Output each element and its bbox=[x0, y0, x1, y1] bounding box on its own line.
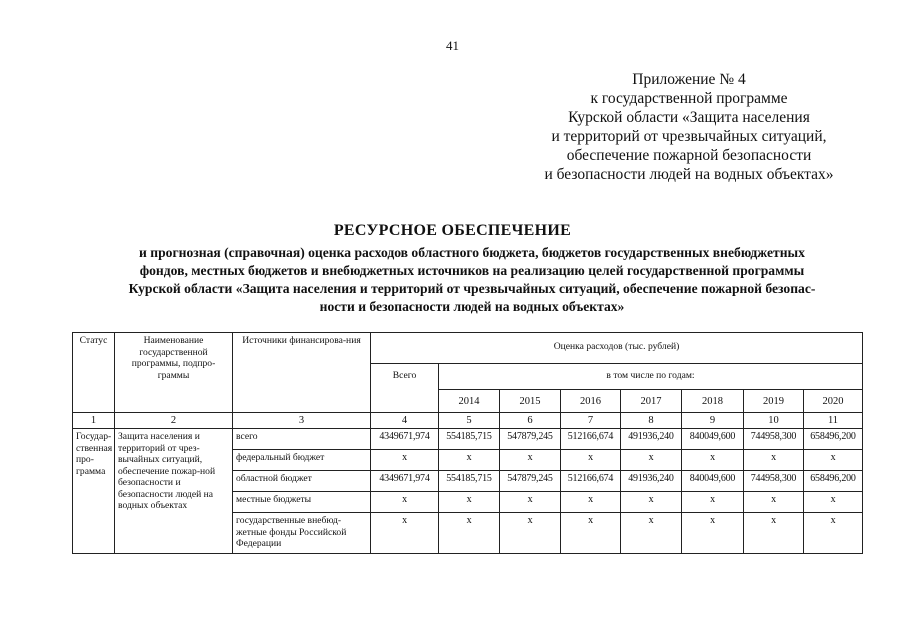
row-source: областной бюджет bbox=[233, 471, 371, 492]
row-value: х bbox=[804, 450, 863, 471]
row-value: х bbox=[561, 450, 621, 471]
row-total: х bbox=[371, 450, 439, 471]
column-number: 7 bbox=[561, 412, 621, 429]
row-value: 512166,674 bbox=[561, 429, 621, 450]
header-total: Всего bbox=[371, 363, 439, 412]
row-source: государственные внебюд-жетные фонды Российской Федерации bbox=[233, 513, 371, 554]
row-source: местные бюджеты bbox=[233, 492, 371, 513]
column-number: 2 bbox=[115, 412, 233, 429]
subtitle-line: Курской области «Защита населения и территорий от чрезвычайных ситуаций, обеспечение пожарной безопас- bbox=[128, 281, 816, 296]
header-year: 2017 bbox=[621, 390, 682, 413]
header-program-name: Наименование государственной программы, подпро-граммы bbox=[115, 333, 233, 413]
header-year: 2014 bbox=[439, 390, 500, 413]
row-value: 547879,245 bbox=[500, 429, 561, 450]
appendix-line: к государственной программе bbox=[590, 90, 788, 107]
row-source: федеральный бюджет bbox=[233, 450, 371, 471]
row-value: 658496,200 bbox=[804, 471, 863, 492]
row-value: х bbox=[682, 492, 744, 513]
column-number: 10 bbox=[744, 412, 804, 429]
column-number: 5 bbox=[439, 412, 500, 429]
row-value: х bbox=[804, 492, 863, 513]
row-value: 491936,240 bbox=[621, 471, 682, 492]
page-number: 41 bbox=[446, 38, 459, 53]
row-value: 491936,240 bbox=[621, 429, 682, 450]
row-total: х bbox=[371, 513, 439, 554]
row-value: х bbox=[439, 513, 500, 554]
column-numbers-row bbox=[73, 412, 863, 429]
column-number: 11 bbox=[804, 412, 863, 429]
header-by-years: в том числе по годам: bbox=[439, 363, 863, 390]
header-year: 2015 bbox=[500, 390, 561, 413]
document-title: РЕСУРСНОЕ ОБЕСПЕЧЕНИЕ bbox=[333, 222, 572, 239]
row-source: всего bbox=[233, 429, 371, 450]
row-total: 4349671,974 bbox=[371, 429, 439, 450]
row-value: х bbox=[500, 492, 561, 513]
row-value: 658496,200 bbox=[804, 429, 863, 450]
appendix-line: Приложение № 4 bbox=[632, 71, 746, 88]
row-program-name: Защита населения и территорий от чрез-вычайных ситуаций, обеспечение пожар-ной безопасности и безопасности людей на водных объектах bbox=[115, 429, 233, 554]
column-number: 6 bbox=[500, 412, 561, 429]
header-year: 2019 bbox=[744, 390, 804, 413]
row-value: х bbox=[500, 450, 561, 471]
column-number: 8 bbox=[621, 412, 682, 429]
row-value: х bbox=[744, 492, 804, 513]
row-value: х bbox=[682, 450, 744, 471]
document-subtitle bbox=[92, 244, 852, 316]
row-value: х bbox=[500, 513, 561, 554]
row-value: х bbox=[804, 513, 863, 554]
header-sources: Источники финансирова-ния bbox=[233, 333, 371, 413]
header-status: Статус bbox=[73, 333, 115, 413]
appendix-note bbox=[529, 70, 849, 184]
column-number: 9 bbox=[682, 412, 744, 429]
row-value: х bbox=[744, 513, 804, 554]
subtitle-line: и прогнозная (справочная) оценка расходов областного бюджета, бюджетов государственных внебюджетных bbox=[139, 245, 805, 260]
row-value: х bbox=[561, 513, 621, 554]
row-value: х bbox=[682, 513, 744, 554]
header-year: 2016 bbox=[561, 390, 621, 413]
table-row bbox=[73, 429, 863, 450]
appendix-line: и территорий от чрезвычайных ситуаций, bbox=[551, 128, 827, 145]
row-value: 840049,600 bbox=[682, 471, 744, 492]
row-value: х bbox=[621, 450, 682, 471]
row-value: х bbox=[621, 513, 682, 554]
row-value: 744958,300 bbox=[744, 471, 804, 492]
column-number: 1 bbox=[73, 412, 115, 429]
header-row-1 bbox=[73, 333, 863, 364]
header-estimate: Оценка расходов (тыс. рублей) bbox=[371, 333, 863, 364]
column-number: 3 bbox=[233, 412, 371, 429]
row-value: 744958,300 bbox=[744, 429, 804, 450]
header-year: 2018 bbox=[682, 390, 744, 413]
row-value: х bbox=[439, 450, 500, 471]
subtitle-line: фондов, местных бюджетов и внебюджетных источников на реализацию целей государственной программы bbox=[139, 263, 805, 278]
row-value: 554185,715 bbox=[439, 429, 500, 450]
header-year: 2020 bbox=[804, 390, 863, 413]
row-value: 547879,245 bbox=[500, 471, 561, 492]
row-value: х bbox=[561, 492, 621, 513]
row-value: х bbox=[744, 450, 804, 471]
appendix-line: и безопасности людей на водных объектах» bbox=[544, 166, 834, 183]
row-value: 840049,600 bbox=[682, 429, 744, 450]
row-total: х bbox=[371, 492, 439, 513]
row-total: 4349671,974 bbox=[371, 471, 439, 492]
budget-table bbox=[72, 332, 863, 554]
appendix-line: Курской области «Защита населения bbox=[568, 109, 810, 126]
row-value: 512166,674 bbox=[561, 471, 621, 492]
row-value: 554185,715 bbox=[439, 471, 500, 492]
appendix-line: обеспечение пожарной безопасности bbox=[566, 147, 812, 164]
row-value: х bbox=[439, 492, 500, 513]
row-value: х bbox=[621, 492, 682, 513]
subtitle-line: ности и безопасности людей на водных объектах» bbox=[319, 299, 625, 314]
column-number: 4 bbox=[371, 412, 439, 429]
row-status: Государ-ственная про-грамма bbox=[73, 429, 115, 554]
